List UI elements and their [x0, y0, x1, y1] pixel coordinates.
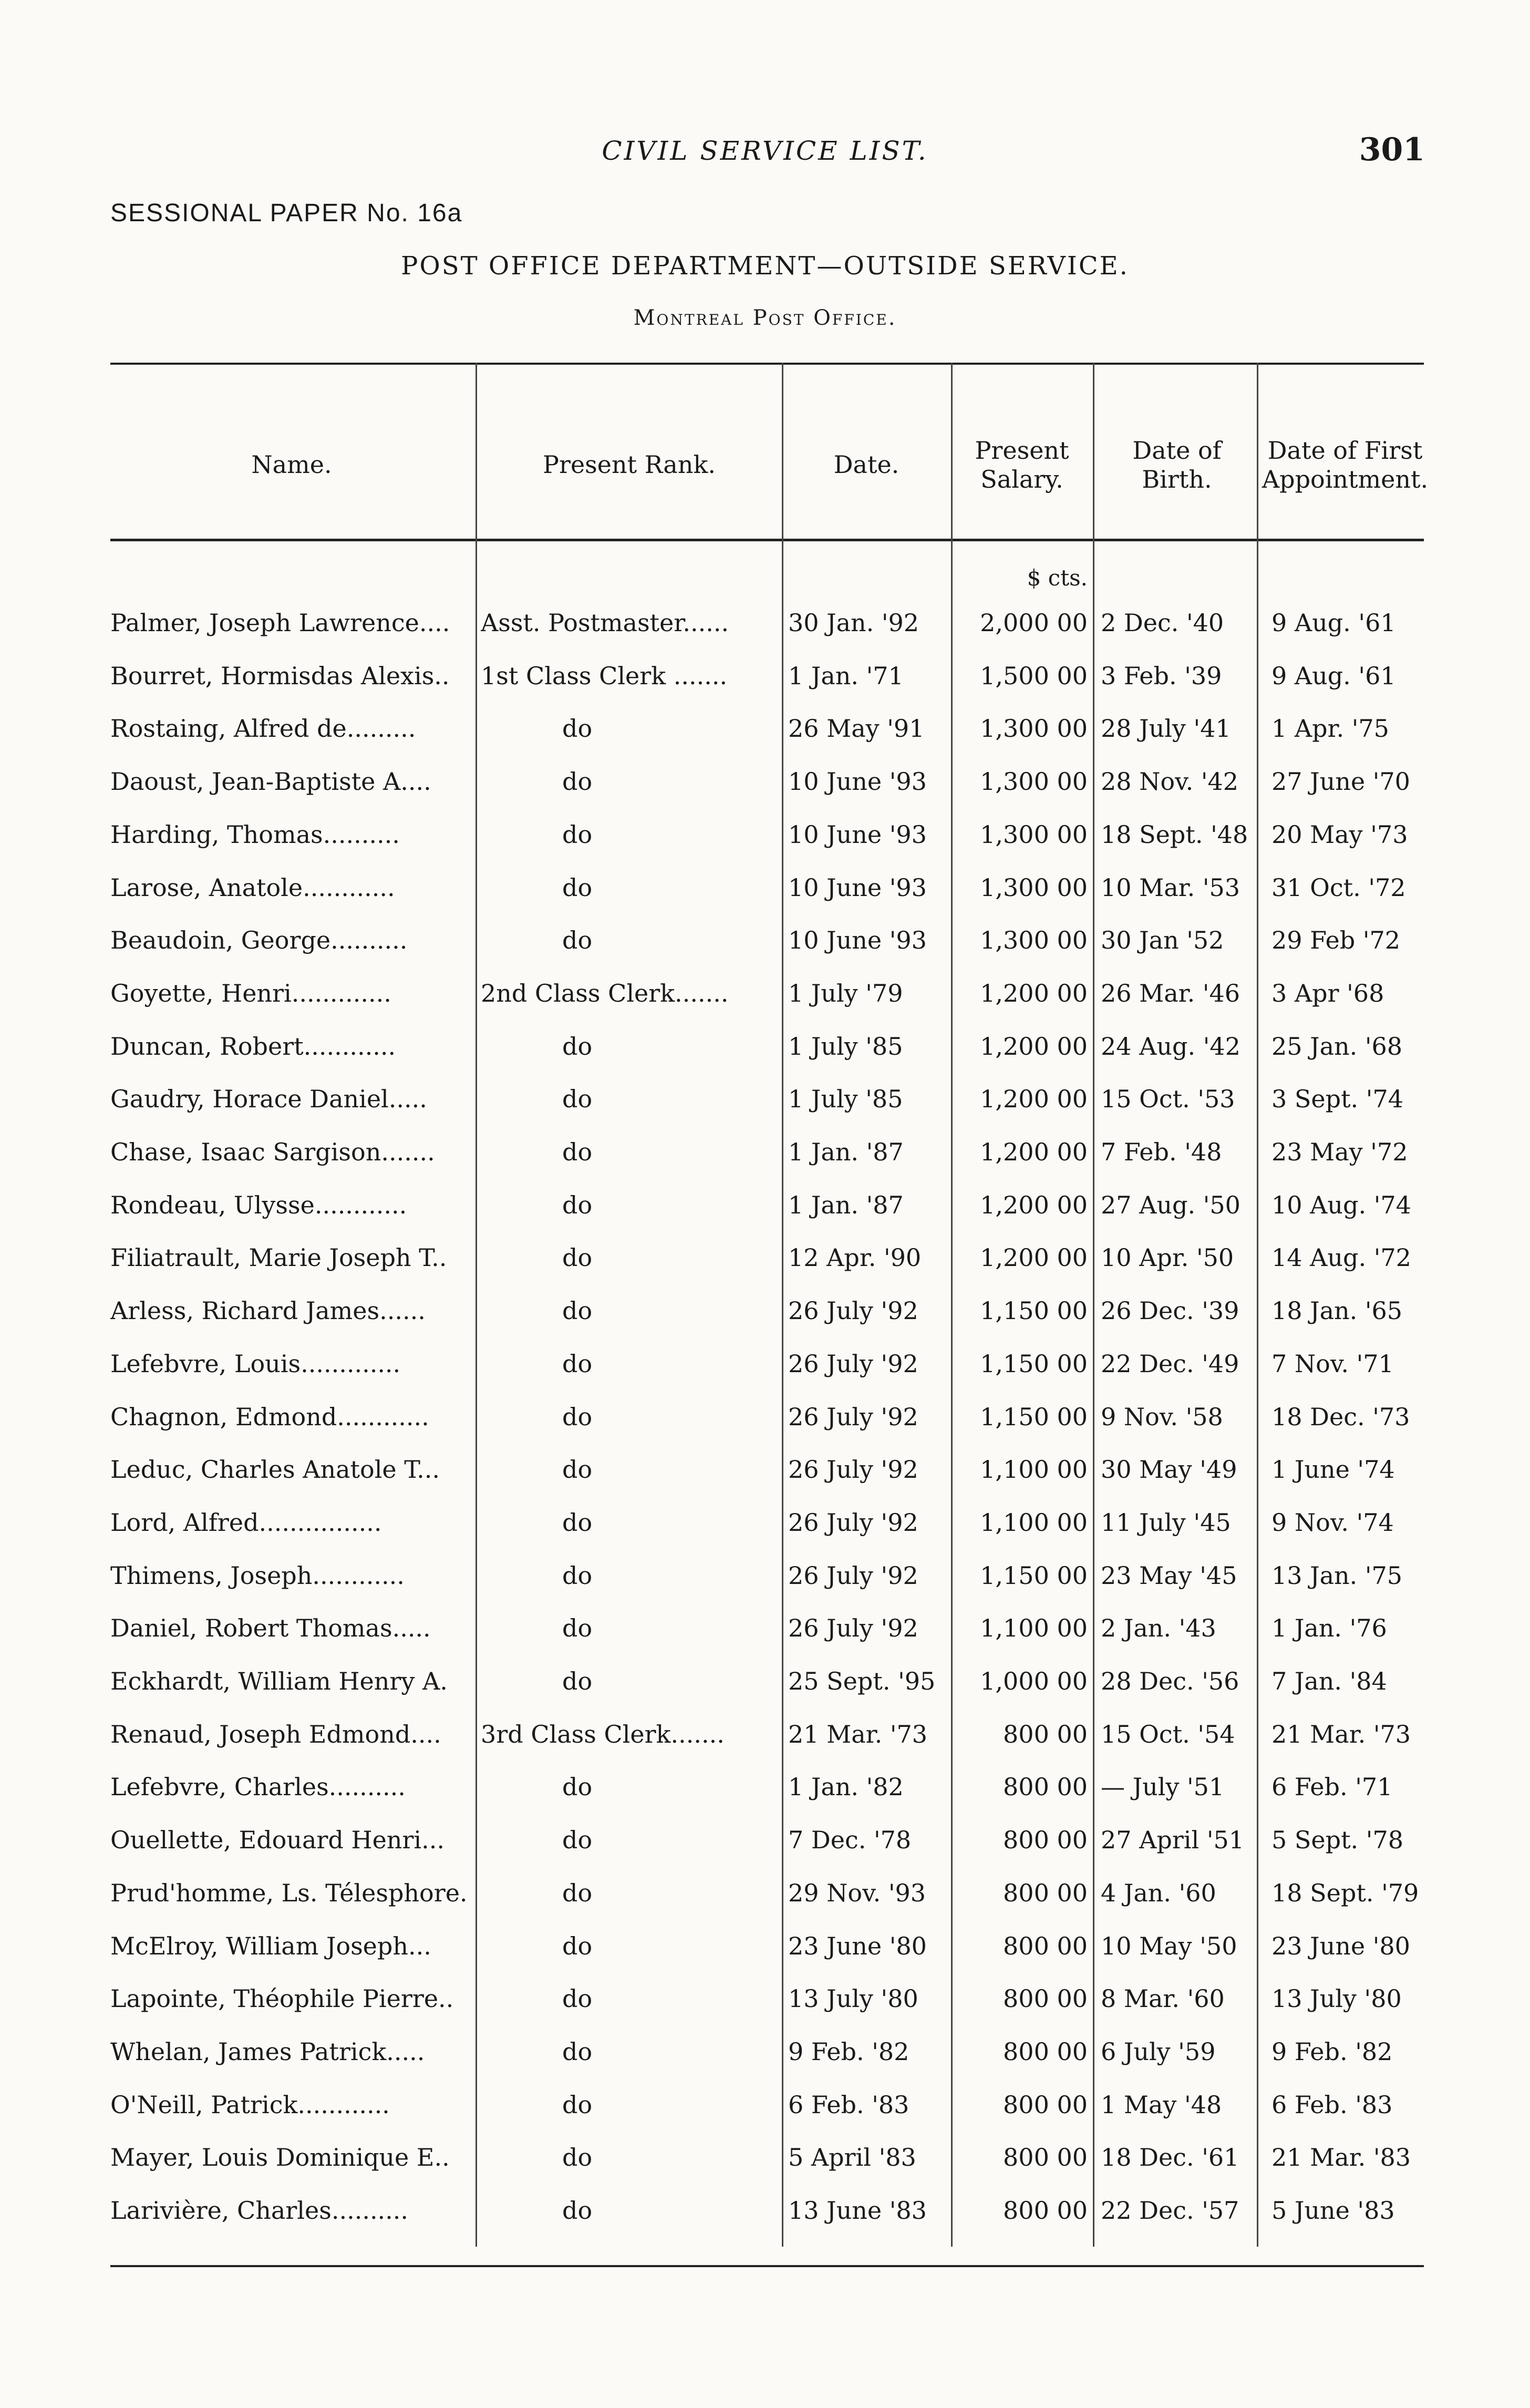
table-row: [0, 1814, 1530, 1866]
rank-date-cell: 1 Jan. '82: [788, 1773, 904, 1802]
first-appointment-cell: 13 Jan. '75: [1271, 1561, 1403, 1590]
present-rank-cell: do: [562, 1931, 593, 1960]
present-salary-cell: 1,300 00: [980, 873, 1088, 902]
present-salary-cell: 1,200 00: [980, 1190, 1088, 1219]
present-rank-cell: do: [562, 1878, 593, 1907]
present-salary-cell: 1,150 00: [980, 1296, 1088, 1325]
present-salary-cell: 1,200 00: [980, 1243, 1088, 1272]
present-salary-cell: 1,300 00: [980, 767, 1088, 796]
table-row: [0, 596, 1530, 649]
present-salary-cell: 800 00: [1003, 2037, 1088, 2066]
present-rank-cell: 3rd Class Clerk.......: [481, 1720, 725, 1748]
first-appointment-cell: 5 Sept. '78: [1271, 1826, 1403, 1855]
present-rank-cell: do: [562, 1402, 593, 1431]
rank-date-cell: 26 July '92: [788, 1349, 918, 1378]
present-salary-cell: 1,200 00: [980, 1138, 1088, 1166]
present-salary-cell: 800 00: [1003, 2090, 1088, 2119]
employee-name-cell: Daniel, Robert Thomas.....: [110, 1614, 431, 1643]
table-row: [0, 861, 1530, 914]
table-row: [0, 1972, 1530, 2025]
first-appointment-cell: 25 Jan. '68: [1271, 1032, 1403, 1061]
table-row: [0, 1284, 1530, 1337]
present-rank-cell: do: [562, 1349, 593, 1378]
present-rank-cell: do: [562, 1296, 593, 1325]
salary-units-label: $ cts.: [1027, 565, 1088, 591]
present-rank-cell: do: [562, 820, 593, 849]
employee-name-cell: Chase, Isaac Sargison.......: [110, 1138, 435, 1166]
birth-date-cell: 23 May '45: [1101, 1561, 1237, 1590]
rank-date-cell: 1 Jan. '87: [788, 1138, 904, 1166]
employee-name-cell: Gaudry, Horace Daniel.....: [110, 1085, 427, 1114]
birth-date-cell: 2 Jan. '43: [1101, 1614, 1216, 1643]
birth-date-cell: 27 Aug. '50: [1101, 1190, 1240, 1219]
first-appointment-cell: 23 June '80: [1271, 1931, 1410, 1960]
rank-date-cell: 10 June '93: [788, 820, 927, 849]
table-row: [0, 1443, 1530, 1496]
first-appointment-cell: 9 Feb. '82: [1271, 2037, 1393, 2066]
table-row: [0, 1391, 1530, 1443]
present-rank-cell: do: [562, 873, 593, 902]
present-rank-cell: do: [562, 926, 593, 955]
table-row: [0, 1496, 1530, 1549]
running-title: CIVIL SERVICE LIST.: [602, 136, 928, 166]
table-row: [0, 755, 1530, 808]
present-rank-cell: do: [562, 2196, 593, 2225]
birth-date-cell: 6 July '59: [1101, 2037, 1216, 2066]
present-salary-cell: 800 00: [1003, 2196, 1088, 2225]
birth-date-cell: 9 Nov. '58: [1101, 1402, 1223, 1431]
table-row: [0, 1920, 1530, 1972]
present-rank-cell: do: [562, 714, 593, 743]
employee-name-cell: Chagnon, Edmond............: [110, 1402, 429, 1431]
table-row: [0, 1020, 1530, 1073]
birth-date-cell: 22 Dec. '49: [1101, 1349, 1239, 1378]
rank-date-cell: 26 July '92: [788, 1296, 918, 1325]
present-rank-cell: do: [562, 1826, 593, 1855]
present-salary-cell: 1,150 00: [980, 1561, 1088, 1590]
rank-date-cell: 30 Jan. '92: [788, 609, 919, 637]
first-appointment-cell: 18 Dec. '73: [1271, 1402, 1410, 1431]
rank-date-cell: 25 Sept. '95: [788, 1667, 936, 1695]
present-salary-cell: 1,100 00: [980, 1455, 1088, 1484]
rank-date-cell: 26 July '92: [788, 1508, 918, 1537]
rank-date-cell: 9 Feb. '82: [788, 2037, 909, 2066]
present-rank-cell: do: [562, 1773, 593, 1802]
rank-date-cell: 10 June '93: [788, 873, 927, 902]
rank-date-cell: 26 July '92: [788, 1402, 918, 1431]
sessional-paper-label: SESSIONAL PAPER No. 16a: [110, 199, 463, 227]
birth-date-cell: 30 May '49: [1101, 1455, 1237, 1484]
employee-name-cell: Lefebvre, Charles..........: [110, 1773, 406, 1802]
table-row: [0, 1549, 1530, 1602]
birth-date-cell: 2 Dec. '40: [1101, 609, 1224, 637]
employee-name-cell: Lapointe, Théophile Pierre..: [110, 1984, 454, 2013]
employee-name-cell: Larivière, Charles..........: [110, 2196, 409, 2225]
birth-date-cell: 18 Sept. '48: [1101, 820, 1248, 849]
column-header-rank: Present Rank.: [543, 450, 716, 479]
table-row: [0, 2184, 1530, 2237]
first-appointment-cell: 9 Aug. '61: [1271, 609, 1396, 637]
birth-date-cell: 28 Dec. '56: [1101, 1667, 1239, 1695]
present-rank-cell: 2nd Class Clerk.......: [481, 979, 729, 1007]
rank-date-cell: 12 Apr. '90: [788, 1243, 922, 1272]
page-number: 301: [1359, 131, 1425, 168]
employee-name-cell: Larose, Anatole............: [110, 873, 395, 902]
present-rank-cell: do: [562, 2090, 593, 2119]
employee-name-cell: Lefebvre, Louis.............: [110, 1349, 401, 1378]
rank-date-cell: 26 May '91: [788, 714, 925, 743]
rank-date-cell: 26 July '92: [788, 1561, 918, 1590]
first-appointment-cell: 18 Jan. '65: [1271, 1296, 1403, 1325]
employee-name-cell: Leduc, Charles Anatole T...: [110, 1455, 440, 1484]
employee-name-cell: Mayer, Louis Dominique E..: [110, 2143, 450, 2172]
present-rank-cell: do: [562, 2037, 593, 2066]
first-appointment-cell: 13 July '80: [1271, 1984, 1402, 2013]
employee-name-cell: Whelan, James Patrick.....: [110, 2037, 425, 2066]
birth-date-cell: — July '51: [1101, 1773, 1225, 1802]
column-header-salary: Present Salary.: [975, 436, 1069, 493]
employee-name-cell: Duncan, Robert............: [110, 1032, 396, 1061]
present-rank-cell: do: [562, 1667, 593, 1695]
present-rank-cell: do: [562, 2143, 593, 2172]
table-row: [0, 967, 1530, 1020]
column-header-appointment: Date of First Appointment.: [1262, 436, 1429, 493]
first-appointment-cell: 3 Sept. '74: [1271, 1085, 1403, 1114]
employee-name-cell: Daoust, Jean-Baptiste A....: [110, 767, 431, 796]
present-salary-cell: 800 00: [1003, 1773, 1088, 1802]
first-appointment-cell: 5 June '83: [1271, 2196, 1395, 2225]
present-salary-cell: 1,150 00: [980, 1402, 1088, 1431]
present-rank-cell: do: [562, 1561, 593, 1590]
employee-name-cell: O'Neill, Patrick............: [110, 2090, 390, 2119]
present-salary-cell: 1,100 00: [980, 1508, 1088, 1537]
employee-name-cell: Filiatrault, Marie Joseph T..: [110, 1243, 447, 1272]
table-bottom-rule: [110, 2265, 1424, 2267]
present-rank-cell: do: [562, 1190, 593, 1219]
employee-name-cell: Goyette, Henri.............: [110, 979, 391, 1007]
rank-date-cell: 5 April '83: [788, 2143, 916, 2172]
table-row: [0, 1073, 1530, 1125]
present-salary-cell: 1,200 00: [980, 1085, 1088, 1114]
first-appointment-cell: 3 Apr '68: [1271, 979, 1384, 1007]
first-appointment-cell: 9 Aug. '61: [1271, 661, 1396, 690]
rank-date-cell: 1 Jan. '87: [788, 1190, 904, 1219]
employee-name-cell: McElroy, William Joseph...: [110, 1931, 431, 1960]
office-heading: Montreal Post Office.: [633, 306, 897, 330]
present-salary-cell: 1,100 00: [980, 1614, 1088, 1643]
birth-date-cell: 26 Mar. '46: [1101, 979, 1240, 1007]
table-row: [0, 2131, 1530, 2184]
employee-name-cell: Arless, Richard James......: [110, 1296, 426, 1325]
employee-name-cell: Rondeau, Ulysse............: [110, 1190, 407, 1219]
table-row: [0, 2078, 1530, 2131]
employee-name-cell: Thimens, Joseph............: [110, 1561, 405, 1590]
table-row: [0, 1337, 1530, 1390]
employee-name-cell: Harding, Thomas..........: [110, 820, 400, 849]
rank-date-cell: 26 July '92: [788, 1614, 918, 1643]
birth-date-cell: 10 Mar. '53: [1101, 873, 1240, 902]
rank-date-cell: 13 June '83: [788, 2196, 927, 2225]
present-salary-cell: 1,200 00: [980, 979, 1088, 1007]
rank-date-cell: 7 Dec. '78: [788, 1826, 912, 1855]
rank-date-cell: 1 Jan. '71: [788, 661, 904, 690]
employee-name-cell: Ouellette, Edouard Henri...: [110, 1826, 445, 1855]
present-salary-cell: 1,500 00: [980, 661, 1088, 690]
present-salary-cell: 800 00: [1003, 2143, 1088, 2172]
birth-date-cell: 30 Jan '52: [1101, 926, 1224, 955]
first-appointment-cell: 6 Feb. '83: [1271, 2090, 1393, 2119]
first-appointment-cell: 20 May '73: [1271, 820, 1408, 849]
birth-date-cell: 26 Dec. '39: [1101, 1296, 1239, 1325]
employee-name-cell: Beaudoin, George..........: [110, 926, 408, 955]
present-rank-cell: do: [562, 1984, 593, 2013]
present-salary-cell: 800 00: [1003, 1720, 1088, 1748]
rank-date-cell: 13 July '80: [788, 1984, 918, 2013]
birth-date-cell: 15 Oct. '53: [1101, 1085, 1235, 1114]
birth-date-cell: 4 Jan. '60: [1101, 1878, 1216, 1907]
rank-date-cell: 10 June '93: [788, 926, 927, 955]
rank-date-cell: 29 Nov. '93: [788, 1878, 926, 1907]
present-salary-cell: 1,000 00: [980, 1667, 1088, 1695]
table-top-rule: [110, 363, 1424, 365]
present-salary-cell: 800 00: [1003, 1931, 1088, 1960]
first-appointment-cell: 21 Mar. '73: [1271, 1720, 1411, 1748]
table-row: [0, 808, 1530, 861]
rank-date-cell: 1 July '85: [788, 1085, 903, 1114]
table-row: [0, 914, 1530, 966]
birth-date-cell: 10 Apr. '50: [1101, 1243, 1234, 1272]
employee-name-cell: Lord, Alfred................: [110, 1508, 382, 1537]
birth-date-cell: 1 May '48: [1101, 2090, 1222, 2119]
first-appointment-cell: 10 Aug. '74: [1271, 1190, 1411, 1219]
column-header-birth: Date of Birth.: [1132, 436, 1222, 493]
birth-date-cell: 11 July '45: [1101, 1508, 1231, 1537]
present-salary-cell: 800 00: [1003, 1984, 1088, 2013]
table-row: [0, 2025, 1530, 2078]
first-appointment-cell: 9 Nov. '74: [1271, 1508, 1394, 1537]
birth-date-cell: 3 Feb. '39: [1101, 661, 1222, 690]
birth-date-cell: 18 Dec. '61: [1101, 2143, 1239, 2172]
present-rank-cell: do: [562, 1138, 593, 1166]
first-appointment-cell: 6 Feb. '71: [1271, 1773, 1393, 1802]
table-row: [0, 1126, 1530, 1178]
table-header-rule: [110, 539, 1424, 541]
employee-name-cell: Eckhardt, William Henry A.: [110, 1667, 448, 1695]
table-row: [0, 1867, 1530, 1919]
first-appointment-cell: 7 Nov. '71: [1271, 1349, 1394, 1378]
present-rank-cell: do: [562, 1508, 593, 1537]
present-rank-cell: do: [562, 767, 593, 796]
first-appointment-cell: 1 Jan. '76: [1271, 1614, 1387, 1643]
first-appointment-cell: 14 Aug. '72: [1271, 1243, 1411, 1272]
employee-name-cell: Bourret, Hormisdas Alexis..: [110, 661, 450, 690]
table-row: [0, 1179, 1530, 1231]
present-rank-cell: do: [562, 1243, 593, 1272]
department-heading: POST OFFICE DEPARTMENT—OUTSIDE SERVICE.: [401, 251, 1129, 281]
present-salary-cell: 1,200 00: [980, 1032, 1088, 1061]
first-appointment-cell: 18 Sept. '79: [1271, 1878, 1419, 1907]
first-appointment-cell: 27 June '70: [1271, 767, 1410, 796]
first-appointment-cell: 1 June '74: [1271, 1455, 1395, 1484]
first-appointment-cell: 23 May '72: [1271, 1138, 1408, 1166]
birth-date-cell: 10 May '50: [1101, 1931, 1237, 1960]
present-salary-cell: 1,300 00: [980, 820, 1088, 849]
table-row: [0, 1761, 1530, 1813]
rank-date-cell: 21 Mar. '73: [788, 1720, 928, 1748]
rank-date-cell: 10 June '93: [788, 767, 927, 796]
employee-name-cell: Renaud, Joseph Edmond....: [110, 1720, 441, 1748]
present-rank-cell: Asst. Postmaster......: [481, 609, 729, 637]
present-salary-cell: 800 00: [1003, 1878, 1088, 1907]
rank-date-cell: 1 July '79: [788, 979, 903, 1007]
employee-name-cell: Rostaing, Alfred de.........: [110, 714, 416, 743]
table-row: [0, 1655, 1530, 1707]
birth-date-cell: 15 Oct. '54: [1101, 1720, 1235, 1748]
birth-date-cell: 28 Nov. '42: [1101, 767, 1239, 796]
birth-date-cell: 7 Feb. '48: [1101, 1138, 1222, 1166]
table-row: [0, 650, 1530, 702]
first-appointment-cell: 7 Jan. '84: [1271, 1667, 1387, 1695]
rank-date-cell: 1 July '85: [788, 1032, 903, 1061]
present-salary-cell: 1,300 00: [980, 926, 1088, 955]
table-row: [0, 702, 1530, 755]
present-rank-cell: do: [562, 1032, 593, 1061]
column-header-name: Name.: [251, 450, 332, 479]
rank-date-cell: 6 Feb. '83: [788, 2090, 909, 2119]
present-rank-cell: do: [562, 1614, 593, 1643]
first-appointment-cell: 31 Oct. '72: [1271, 873, 1406, 902]
rank-date-cell: 26 July '92: [788, 1455, 918, 1484]
present-rank-cell: do: [562, 1455, 593, 1484]
present-rank-cell: 1st Class Clerk .......: [481, 661, 728, 690]
present-salary-cell: 1,300 00: [980, 714, 1088, 743]
present-salary-cell: 1,150 00: [980, 1349, 1088, 1378]
present-salary-cell: 800 00: [1003, 1826, 1088, 1855]
table-row: [0, 1231, 1530, 1284]
present-salary-cell: 2,000 00: [980, 609, 1088, 637]
first-appointment-cell: 21 Mar. '83: [1271, 2143, 1411, 2172]
table-row: [0, 1708, 1530, 1761]
rank-date-cell: 23 June '80: [788, 1931, 927, 1960]
birth-date-cell: 28 July '41: [1101, 714, 1231, 743]
birth-date-cell: 24 Aug. '42: [1101, 1032, 1240, 1061]
first-appointment-cell: 1 Apr. '75: [1271, 714, 1389, 743]
birth-date-cell: 27 April '51: [1101, 1826, 1245, 1855]
birth-date-cell: 8 Mar. '60: [1101, 1984, 1225, 2013]
table-row: [0, 1602, 1530, 1654]
birth-date-cell: 22 Dec. '57: [1101, 2196, 1239, 2225]
employee-name-cell: Prud'homme, Ls. Télesphore.: [110, 1878, 468, 1907]
present-rank-cell: do: [562, 1085, 593, 1114]
first-appointment-cell: 29 Feb '72: [1271, 926, 1401, 955]
column-header-date: Date.: [833, 450, 900, 479]
employee-name-cell: Palmer, Joseph Lawrence....: [110, 609, 450, 637]
